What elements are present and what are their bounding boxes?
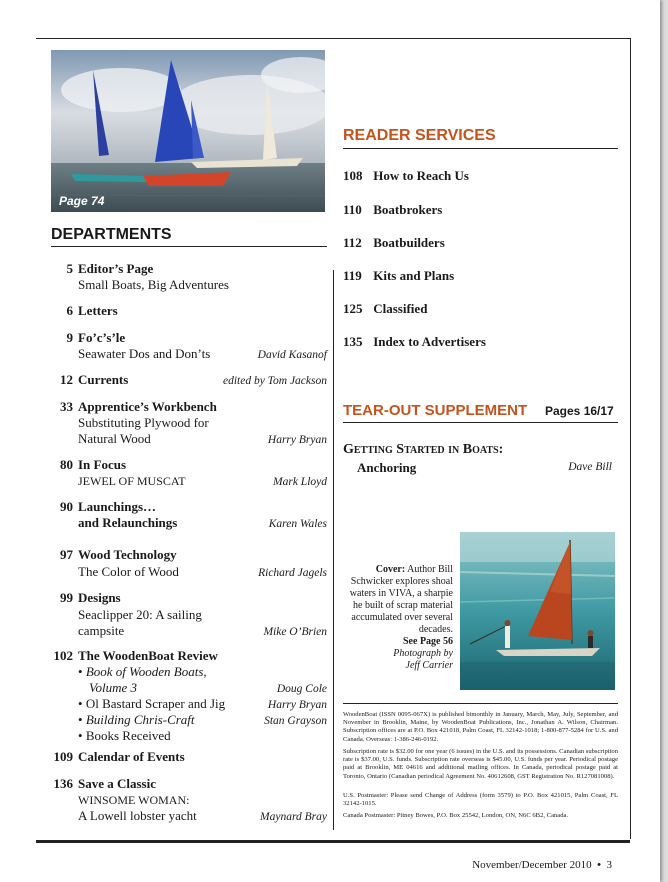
departments-rule [51, 246, 327, 247]
departments-heading: DEPARTMENTS [51, 226, 172, 243]
entry-subtitle-line2: Natural Wood [78, 431, 151, 446]
publication-info: WoodenBoat (ISSN 0095-067X) is published bimonthly in January, March, May, July, September, and November in Brooklin, Maine, by WoodenBoat Publications, Inc., Jonathan A. Wilson, Chairman. Subscription offices are at P.O. Box 421018, Palm Coast, FL 32142-1018; 1-800-877-5284 for U.S. and Canada. Overseas: 1-386-246-0192. [343, 711, 618, 743]
review-item-author: Stan Grayson [264, 715, 327, 727]
page-number: 102 [53, 648, 73, 663]
page-number: 108 [343, 168, 363, 183]
item-label: Classified [373, 301, 428, 316]
entry-title: Apprentice’s Workbench [78, 399, 217, 414]
review-item-title: Books Received [85, 728, 171, 743]
cover-lead: Cover: [375, 564, 406, 575]
entry-title: The WoodenBoat Review [78, 648, 218, 663]
entry-subtitle-line2: A Lowell lobster yacht [78, 808, 197, 823]
footer-bullet: • [597, 859, 601, 871]
fineprint-rule [343, 703, 618, 704]
reader-service-item[interactable] [343, 268, 454, 284]
page-number: 90 [60, 499, 73, 514]
item-label: How to Reach Us [373, 168, 469, 183]
page-number: 119 [343, 268, 362, 283]
entry-author: David Kasanof [257, 349, 327, 361]
review-item-title: Book of Wooden Boats, [85, 664, 207, 679]
sailboats-photo [51, 50, 325, 212]
entry-author: edited by Tom Jackson [222, 375, 327, 387]
us-postmaster-info: U.S. Postmaster: Please send Change of Address (form 3579) to P.O. Box 421015, Palm Coast, FL 32142-1015. [343, 792, 618, 808]
review-item-title-line2: Volume 3 [89, 680, 138, 695]
reader-service-item[interactable] [343, 168, 469, 184]
supplement-subtitle: Anchoring [357, 460, 417, 475]
entry-author: Mike O’Brien [263, 626, 327, 638]
entry-title: Editor’s Page [78, 261, 154, 276]
page-number: 80 [60, 457, 73, 472]
cover-caption [340, 564, 453, 672]
entry-author: Maynard Bray [260, 811, 327, 823]
item-label: Boatbuilders [373, 235, 445, 250]
tearout-pages: Pages 16/17 [545, 404, 614, 418]
subscription-info: Subscription rate is $32.00 for one year (6 issues) in the U.S. and its possessions. Canadian subscription rate is $37.00, U.S. funds. Subscription rate overseas is $45.00, U.S. funds per year. Periodical postage paid at Brooklin, ME 04616 and additional mailing offices. In Canada, periodical postage paid at Toronto, Ontario (Canadian periodical Agreement No. 40612608, GST Registration No. R127081008). [343, 748, 618, 780]
page-number: 110 [343, 202, 362, 217]
page-number: 9 [66, 330, 73, 345]
page-number: 6 [66, 303, 73, 318]
page-number: 136 [53, 776, 73, 791]
item-label: Kits and Plans [373, 268, 455, 283]
cover-photo [460, 532, 615, 690]
entry-author: Mark Lloyd [273, 476, 327, 488]
cover-photographer: Jeff Carrier [405, 660, 453, 671]
review-item[interactable]: • Book of Wooden Boats, [78, 664, 207, 679]
entry-author: Richard Jagels [258, 567, 327, 579]
page-number: 112 [343, 235, 362, 250]
entry-subtitle: Seawater Dos and Don’ts [78, 346, 211, 361]
entry-author: Karen Wales [268, 518, 327, 530]
entry-title: Launchings… [78, 499, 157, 514]
page-number: 135 [343, 334, 363, 349]
reader-services-rule [343, 148, 618, 149]
entry-subtitle: WINSOME WOMAN: [78, 793, 190, 807]
entry-title: Fo’c’s’le [78, 330, 126, 345]
entry-title-line2: and Relaunchings [78, 515, 178, 530]
entry-title: Designs [78, 590, 121, 605]
cover-see-page[interactable]: See Page 56 [403, 636, 453, 647]
reader-service-item[interactable] [343, 301, 427, 317]
page-number: 97 [60, 547, 73, 562]
bottom-rule [36, 840, 630, 843]
entry-title: In Focus [78, 457, 127, 472]
entry-title: Currents [78, 372, 129, 387]
supplement-title[interactable]: Getting Started in Boats: [343, 442, 504, 457]
reader-service-item[interactable] [343, 334, 486, 350]
reader-service-item[interactable] [343, 235, 445, 251]
canada-postmaster-info: Canada Postmaster: Pitney Bowes, P.O. Box 25542, London, ON, N6C 6B2, Canada. [343, 812, 569, 819]
page-number: 33 [60, 399, 73, 414]
entry-subtitle-line2: campsite [78, 623, 125, 638]
page-number: 99 [60, 590, 73, 605]
entry-subtitle: Seaclipper 20: A sailing [78, 607, 202, 622]
entry-title: Calendar of Events [78, 749, 185, 764]
review-item[interactable]: • Books Received [78, 728, 171, 743]
reader-service-item[interactable] [343, 202, 442, 218]
entry-subtitle: JEWEL OF MUSCAT [78, 474, 186, 488]
page-number: 5 [66, 261, 73, 276]
folio-number: 3 [606, 859, 612, 871]
page-footer [472, 859, 612, 871]
photo-caption: Page 74 [59, 194, 105, 208]
entry-author: Harry Bryan [267, 434, 327, 446]
entry-title: Save a Classic [78, 776, 156, 791]
page-number: 12 [60, 372, 73, 387]
entry-subtitle: The Color of Wood [78, 564, 179, 579]
reader-services-heading: READER SERVICES [343, 127, 496, 144]
entry-subtitle: Small Boats, Big Adventures [78, 277, 229, 292]
review-item-author: Harry Bryan [267, 699, 327, 711]
page-number: 125 [343, 301, 363, 316]
tearout-heading: TEAR-OUT SUPPLEMENT [343, 402, 528, 419]
supplement-author: Dave Bill [568, 461, 612, 473]
issue-date: November/December 2010 [472, 859, 592, 871]
entry-title: Wood Technology [78, 547, 177, 562]
cover-description: Author Bill Schwicker explores shoal waters in VIVA, a sharpie he built of scrap material accumulated over several decades. [349, 564, 453, 635]
column-divider [333, 270, 334, 830]
review-item-title: Ol Bastard Scraper and Jig [85, 696, 226, 711]
review-item-author: Doug Cole [276, 683, 327, 695]
item-label: Index to Advertisers [373, 334, 486, 349]
item-label: Boatbrokers [373, 202, 443, 217]
review-item-title: Building Chris-Craft [85, 712, 195, 727]
page-number: 109 [53, 749, 73, 764]
review-item[interactable]: • Ol Bastard Scraper and Jig [78, 696, 226, 711]
review-item[interactable]: • Building Chris-Craft [78, 712, 195, 727]
entry-subtitle: Substituting Plywood for [78, 415, 209, 430]
tearout-rule [343, 422, 618, 423]
entry-title: Letters [78, 303, 118, 318]
cover-credit: Photograph by [393, 648, 453, 659]
